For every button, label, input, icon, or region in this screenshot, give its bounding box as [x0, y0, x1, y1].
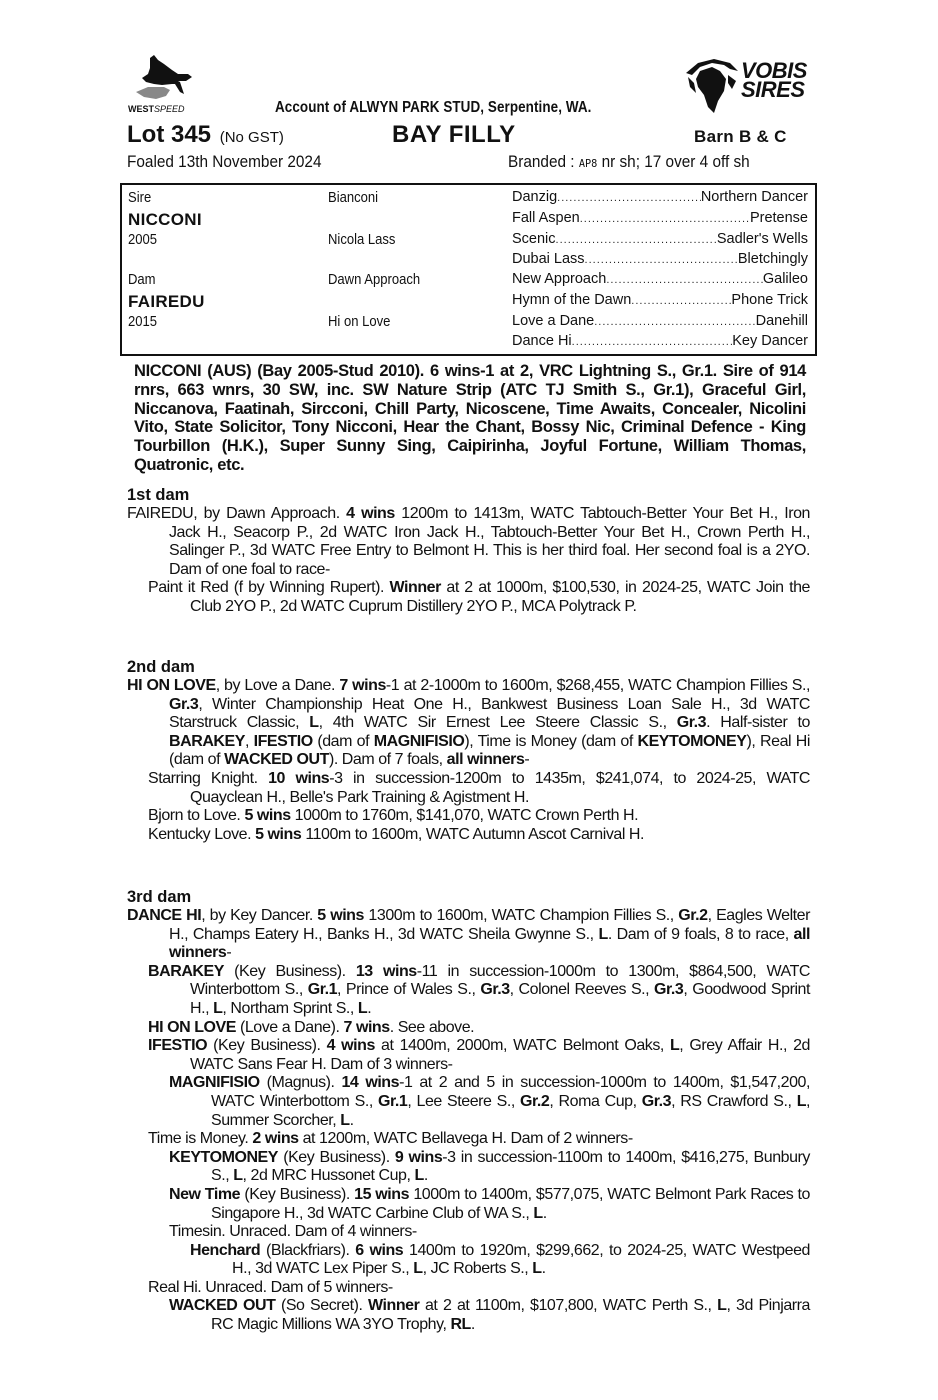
- grandsire-sire: Bianconi: [328, 190, 379, 206]
- sire-year: 2005: [128, 232, 158, 248]
- pedigree-entry: Henchard (Blackfriars). 6 wins 1400m to 1920m, $299,662, to 2024-25, WATC Westpeed H., 3d WATC Lex Piper S., L, JC Roberts S., L.: [190, 1241, 810, 1278]
- brand-mark: AP8: [578, 157, 598, 170]
- g3-row: Dubai Lass ..... Bletchingly: [512, 251, 808, 267]
- g3-row: Danzig ..... Northern Dancer: [512, 189, 808, 205]
- barn-location: Barn B & C: [694, 127, 787, 146]
- third-dam-section: [127, 888, 810, 1335]
- foaled-date: Foaled 13th November 2024: [127, 153, 322, 171]
- gst-note: (No GST): [219, 129, 284, 146]
- pedigree-entry: IFESTIO (Key Business). 4 wins at 1400m, 2000m, WATC Belmont Oaks, L, Grey Affair H., 2d WATC Sans Fear H. Dam of 3 winners-: [148, 1037, 810, 1073]
- pedigree-table: [120, 183, 817, 356]
- westspeed-horse-icon: [128, 54, 200, 104]
- dam-name: FAIREDU: [128, 292, 205, 311]
- entries: [127, 907, 810, 1335]
- entries: [127, 677, 810, 844]
- sire-label: Sire: [128, 190, 152, 206]
- westspeed-wordmark: WESTSPEED: [128, 104, 185, 114]
- pedigree-entry: HI ON LOVE (Love a Dane). 7 wins. See above.: [148, 1018, 475, 1036]
- pedigree-entry: Starring Knight. 10 wins-3 in succession-1200m to 1435m, $241,074, to 2024-25, WATC Quayclean H., Belle's Park Training & Agistment H.: [148, 769, 811, 806]
- vobis-jockey-icon: [684, 57, 740, 115]
- westspeed-logo: [128, 54, 200, 118]
- g3-row: New Approach ..... Galileo: [512, 271, 808, 287]
- pedigree-entry: DANCE HI, by Key Dancer. 5 wins 1300m to 1600m, WATC Champion Fillies S., Gr.2, Eagles Welter H., Champs Eatery H., Banks H., 3d WATC Sheila Gwynne S., L. Dam of 9 foals, 8 to race, all winners-: [127, 907, 810, 962]
- section-heading: 3rd dam: [127, 888, 192, 906]
- first-dam-section: [127, 486, 810, 617]
- section-heading: 2nd dam: [127, 658, 195, 676]
- g3-row: Love a Dane ..... Danehill: [512, 313, 808, 329]
- pedigree-entry: BARAKEY (Key Business). 13 wins-11 in succession-1000m to 1300m, $864,500, WATC Winterbottom S., Gr.1, Prince of Wales S., Gr.3, Colonel Reeves S., Gr.3, Goodwood Sprint H., L, Northam Sprint S., L.: [148, 962, 811, 1017]
- pedigree-entry: Timesin. Unraced. Dam of 4 winners-: [169, 1223, 417, 1241]
- g3-row: Scenic ..... Sadler's Wells: [512, 231, 808, 247]
- vobis-sires-wordmark: VOBIS SIRES: [741, 58, 807, 102]
- granddam-dam: Hi on Love: [328, 314, 391, 330]
- granddam-sire: Nicola Lass: [328, 232, 396, 248]
- pedigree-entry: FAIREDU, by Dawn Approach. 4 wins 1200m to 1413m, WATC Tabtouch-Better Your Bet H., Iron Jack H., Seacorp P., 2d WATC Iron Jack H., Tabtouch-Better Your Bet H., Crown Perth H., Salinger P., 3d WATC Free Entry to Belmont H. This is her third foal. Her second foal is a 2YO. Dam of one foal to race-: [127, 505, 810, 578]
- pedigree-entry: Time is Money. 2 wins at 1200m, WATC Bellavega H. Dam of 2 winners-: [148, 1130, 633, 1148]
- vendor-account: Account of ALWYN PARK STUD, Serpentine, WA.: [275, 99, 592, 116]
- pedigree-entry: Kentucky Love. 5 wins 1100m to 1600m, WATC Autumn Ascot Carnival H.: [148, 825, 645, 843]
- g3-row: Hymn of the Dawn ..... Phone Trick: [512, 292, 808, 308]
- pedigree-entry: New Time (Key Business). 15 wins 1000m to 1400m, $577,075, WATC Belmont Park Races to Singapore H., 3d WATC Carbine Club of WA S., L.: [169, 1185, 810, 1222]
- dam-year: 2015: [128, 314, 158, 330]
- pedigree-entry: HI ON LOVE, by Love a Dane. 7 wins-1 at 2-1000m to 1600m, $268,455, WATC Champion Fillies S., Gr.3, Winter Championship Heat One H., Bankwest Business Loan Sale H., 3d WATC Starstruck Classic, L, 4th WATC Sir Ernest Lee Steere Classic S., Gr.3. Half-sister to BARAKEY, IFESTIO (dam of MAGNIFISIO), Time is Money (dam of KEYTOMONEY), Real Hi (dam of WACKED OUT). Dam of 7 foals, all winners-: [127, 677, 810, 769]
- dam-label: Dam: [128, 272, 156, 288]
- second-dam-section: [127, 658, 810, 844]
- brand-info: Branded : AP8 nr sh; 17 over 4 off sh: [508, 153, 750, 171]
- pedigree-entry: Paint it Red (f by Winning Rupert). Winner at 2 at 1000m, $100,530, in 2024-25, WATC Join the Club 2YO P., 2d WATC Cuprum Distillery 2YO P., MCA Polytrack P.: [148, 579, 810, 615]
- pedigree-entry: Bjorn to Love. 5 wins 1000m to 1760m, $141,070, WATC Crown Perth H.: [148, 807, 639, 825]
- grandsire-dam: Dawn Approach: [328, 272, 421, 288]
- section-heading: 1st dam: [127, 486, 190, 504]
- vobis-sires-logo: [684, 57, 824, 117]
- pedigree-entry: Real Hi. Unraced. Dam of 5 winners-: [148, 1278, 393, 1296]
- entries: [127, 505, 810, 617]
- lot-description: BAY FILLY: [392, 121, 516, 148]
- pedigree-entry: WACKED OUT (So Secret). Winner at 2 at 1100m, $107,800, WATC Perth S., L, 3d Pinjarra RC Magic Millions WA 3YO Trophy, RL.: [169, 1297, 810, 1334]
- pedigree-entry: KEYTOMONEY (Key Business). 9 wins-3 in succession-1100m to 1400m, $416,275, Bunbury S., L, 2d MRC Hussonet Cup, L.: [169, 1148, 810, 1185]
- g3-row: Dance Hi ..... Key Dancer: [512, 333, 808, 349]
- g3-row: Fall Aspen ..... Pretense: [512, 210, 808, 226]
- sire-summary: NICCONI (AUS) (Bay 2005-Stud 2010). 6 wins-1 at 2, VRC Lightning S., Gr.1. Sire of 914 rnrs, 663 wnrs, 30 SW, inc. SW Nature Strip (ATC TJ Smith S., Gr.1), Graceful Girl, Niccanova, Faatinah, Sircconi, Chill Party, Nicoscene, Time Awaits, Concealer, Nicolini Vito, State Solicitor, Tony Nicconi, Hear the Chant, Bossy Nic, Criminal Defence - King Tourbillon (H.K.), Super Sunny Sing, Caipirinha, Joyful Fortune, William Thomas, Quatronic, etc.: [134, 362, 806, 474]
- pedigree-entry: MAGNIFISIO (Magnus). 14 wins-1 at 2 and 5 in succession-1000m to 1400m, $1,547,200, WATC Winterbottom S., Gr.1, Lee Steere S., Gr.2, Roma Cup, Gr.3, RS Crawford S., L, Summer Scorcher, L.: [169, 1074, 811, 1129]
- lot-number: Lot 345 (No GST): [127, 121, 284, 148]
- sire-name: NICCONI: [128, 210, 202, 229]
